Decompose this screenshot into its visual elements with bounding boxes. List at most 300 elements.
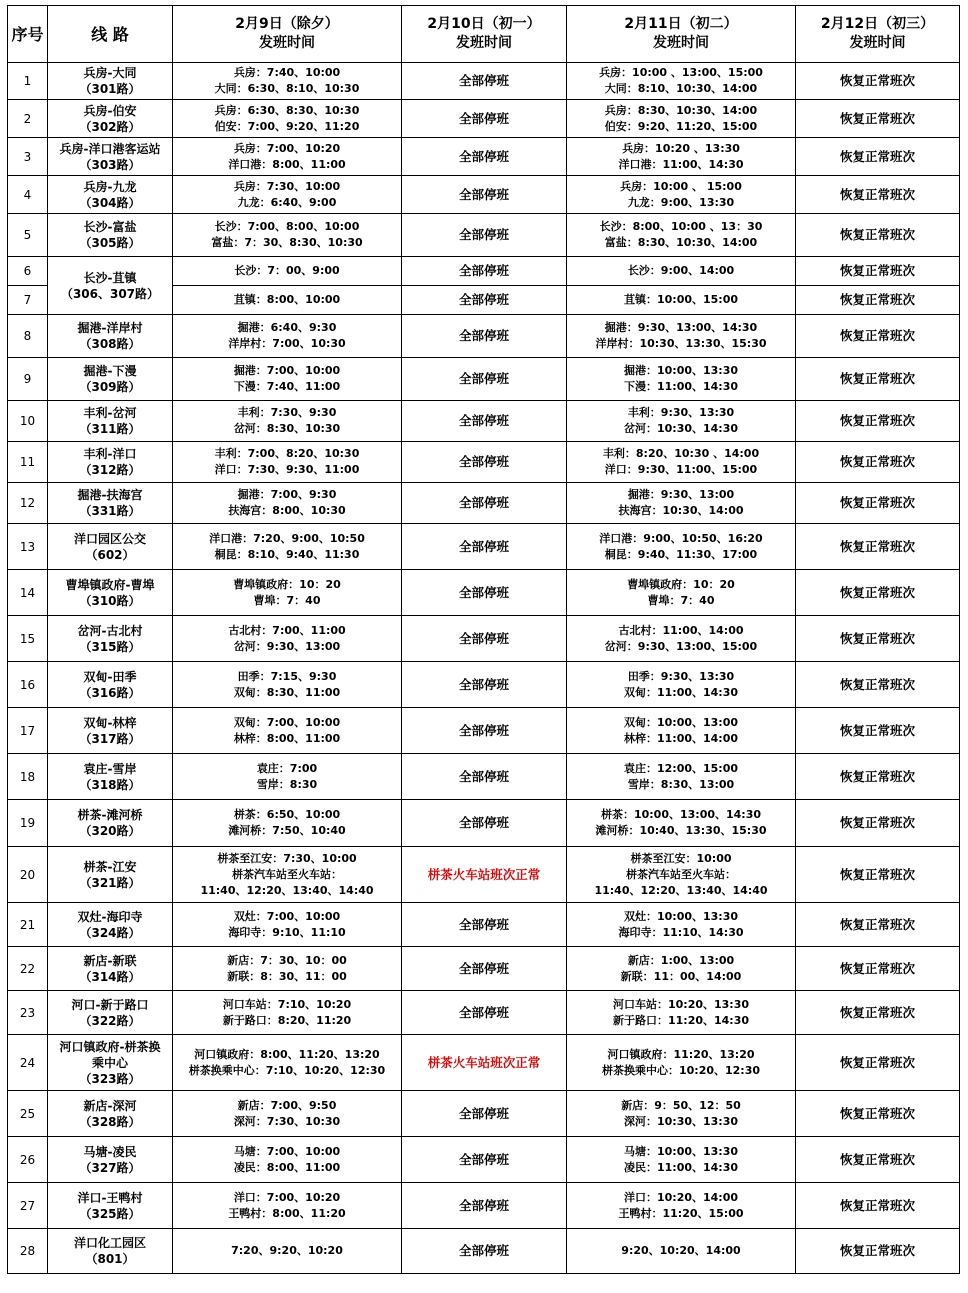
service-suspended: 全部停班 <box>402 947 567 991</box>
route-line: 兵房-洋口港客运站 <box>59 141 161 156</box>
route-line: （302路） <box>79 119 141 134</box>
route-line: 洋口化工园区 <box>73 1236 146 1250</box>
departure-line: 双灶：10:00、13:30 <box>623 909 739 923</box>
table-row <box>8 903 960 947</box>
row-number: 23 <box>8 991 48 1035</box>
header-row <box>8 6 960 63</box>
departure-line: 凌民：8:00、11:00 <box>233 1160 341 1174</box>
departure-line: 双甸：10:00、13:00 <box>623 715 739 729</box>
service-resumed: 恢复正常班次 <box>796 662 960 708</box>
departure-line: 掘港：6:40、9:30 <box>237 321 337 334</box>
header-day4 <box>796 6 960 63</box>
row-number: 26 <box>8 1137 48 1183</box>
table-row <box>8 315 960 358</box>
table-row <box>8 401 960 442</box>
departure-line: 新店：7：30、10：00 <box>227 953 347 967</box>
row-number: 7 <box>8 286 48 315</box>
service-resumed: 恢复正常班次 <box>796 847 960 903</box>
row-number: 27 <box>8 1183 48 1229</box>
departures-day3 <box>567 176 796 214</box>
route-line: （305路） <box>79 236 141 250</box>
departures-day3 <box>567 524 796 570</box>
departure-line: 9:20、10:20、14:00 <box>621 1244 741 1257</box>
departure-line: 袁庄：7:00 <box>256 761 318 775</box>
service-suspended: 全部停班 <box>402 708 567 754</box>
row-number: 12 <box>8 483 48 524</box>
service-resumed: 恢复正常班次 <box>796 257 960 286</box>
departures-day1 <box>173 662 402 708</box>
route-line: 长沙-富盐 <box>83 220 137 234</box>
service-resumed: 恢复正常班次 <box>796 63 960 100</box>
route-line: 长沙-苴镇 <box>83 270 137 285</box>
row-number: 21 <box>8 903 48 947</box>
route-name <box>48 214 173 257</box>
departures-day1 <box>173 138 402 176</box>
route-line: 双甸-田季 <box>83 669 137 684</box>
row-number: 4 <box>8 176 48 214</box>
departure-line: 洋口：10:20、14:00 <box>623 1190 739 1204</box>
route-name <box>48 847 173 903</box>
route-name <box>48 754 173 800</box>
service-suspended: 全部停班 <box>402 662 567 708</box>
route-line: （301路） <box>79 82 141 96</box>
departure-line: 双灶：7:00、10:00 <box>233 909 341 923</box>
route-line: 掘港-下漫 <box>83 364 137 378</box>
service-suspended: 全部停班 <box>402 1137 567 1183</box>
service-resumed: 恢复正常班次 <box>796 138 960 176</box>
departure-line: 丰利：9:30、13:30 <box>627 406 735 419</box>
service-resumed: 恢复正常班次 <box>796 800 960 847</box>
departure-line: 长沙：7:00、8:00、10:00 <box>214 220 360 233</box>
route-line: （312路） <box>79 463 141 477</box>
route-name <box>48 483 173 524</box>
departure-line: 雪岸：8:30 <box>256 777 318 791</box>
table-row <box>8 708 960 754</box>
service-resumed: 恢复正常班次 <box>796 616 960 662</box>
service-suspended: 全部停班 <box>402 63 567 100</box>
route-line: 岔河-古北村 <box>77 623 143 638</box>
service-suspended: 全部停班 <box>402 524 567 570</box>
departures-day1 <box>173 800 402 847</box>
departure-line: 栟茶汽车站至火车站： <box>626 867 736 881</box>
service-suspended: 全部停班 <box>402 483 567 524</box>
header-route: 线 路 <box>48 6 173 63</box>
route-line: （602） <box>85 547 135 562</box>
row-number: 28 <box>8 1229 48 1274</box>
table-row <box>8 800 960 847</box>
departure-line: 王鸭村：11:20、15:00 <box>618 1206 744 1220</box>
service-resumed: 恢复正常班次 <box>796 358 960 401</box>
header-day1-date: 2月9日（除夕） <box>235 16 339 32</box>
header-day4-date: 2月12日（初三） <box>820 16 935 32</box>
departures-day3 <box>567 947 796 991</box>
service-suspended: 全部停班 <box>402 257 567 286</box>
route-line: （325路） <box>79 1206 141 1221</box>
departures-day1 <box>173 214 402 257</box>
departure-line: 苴镇：10:00、15:00 <box>623 293 739 306</box>
route-line: 洋口园区公交 <box>73 531 146 546</box>
table-row <box>8 1035 960 1091</box>
departure-line: 林梓：8:00、11:00 <box>233 731 341 745</box>
route-line: 丰利-岔河 <box>83 406 137 420</box>
row-number: 9 <box>8 358 48 401</box>
service-resumed: 恢复正常班次 <box>796 214 960 257</box>
departure-line: 桐昆：9:40、11:30、17:00 <box>604 547 758 561</box>
schedule-table <box>7 5 960 1274</box>
departure-line: 长沙：8:00、10:00 、13：30 <box>599 220 763 233</box>
route-name <box>48 63 173 100</box>
header-day4-sub: 发班时间 <box>849 35 906 51</box>
departure-line: 掘港：10:00、13:30 <box>623 364 739 377</box>
route-name <box>48 138 173 176</box>
departure-line: 新联：11：00、14:00 <box>620 969 742 983</box>
route-line: （321路） <box>79 875 141 890</box>
departure-line: 兵房：7:30、10:00 <box>233 179 341 193</box>
service-resumed: 恢复正常班次 <box>796 483 960 524</box>
route-line: （328路） <box>79 1114 141 1129</box>
header-day1-sub: 发班时间 <box>259 35 315 51</box>
departures-day1 <box>173 286 402 315</box>
departure-line: 新店：7:00、9:50 <box>237 1098 337 1112</box>
header-day3-sub: 发班时间 <box>653 35 709 51</box>
route-name <box>48 570 173 616</box>
route-line: 马塘-凌民 <box>83 1144 137 1159</box>
service-normal-note: 栟茶火车站班次正常 <box>402 1035 567 1091</box>
route-line: 乘中心 <box>91 1055 128 1070</box>
departures-day3 <box>567 358 796 401</box>
departures-day1 <box>173 1091 402 1137</box>
service-suspended: 全部停班 <box>402 214 567 257</box>
departure-line: 九龙：9:00、13:30 <box>627 195 735 209</box>
row-number: 1 <box>8 63 48 100</box>
departures-day1 <box>173 708 402 754</box>
service-suspended: 全部停班 <box>402 358 567 401</box>
departure-line: 新店：1:00、13:00 <box>627 953 735 967</box>
departure-line: 掘港：7:00、9:30 <box>237 488 337 501</box>
departures-day1 <box>173 616 402 662</box>
row-number: 17 <box>8 708 48 754</box>
departure-line: 栟茶至江安：10:00 <box>630 851 732 865</box>
service-suspended: 全部停班 <box>402 754 567 800</box>
departure-line: 曹埠镇政府：10：20 <box>233 577 341 591</box>
departure-line: 丰利：7:00、8:20、10:30 <box>214 447 360 460</box>
header-day3-date: 2月11日（初二） <box>624 16 738 32</box>
departures-day1 <box>173 358 402 401</box>
route-line: （327路） <box>79 1160 141 1175</box>
service-resumed: 恢复正常班次 <box>796 1137 960 1183</box>
departures-day1 <box>173 570 402 616</box>
departures-day1 <box>173 754 402 800</box>
service-resumed: 恢复正常班次 <box>796 176 960 214</box>
departure-line: 海印寺：9:10、11:10 <box>228 925 346 939</box>
header-seq: 序号 <box>8 6 48 63</box>
row-number: 15 <box>8 616 48 662</box>
table-row <box>8 947 960 991</box>
departure-line: 新于路口：8:20、11:20 <box>222 1013 352 1027</box>
route-line: （306、307路） <box>60 286 160 301</box>
table-row <box>8 138 960 176</box>
departure-line: 桐昆：8:10、9:40、11:30 <box>214 547 360 561</box>
service-suspended: 全部停班 <box>402 286 567 315</box>
departure-line: 马塘：10:00、13:30 <box>623 1144 739 1158</box>
departure-line: 大同：8:10、10:30、14:00 <box>604 82 758 95</box>
departure-line: 兵房：10:20 、13:30 <box>622 141 740 155</box>
route-name <box>48 315 173 358</box>
service-suspended: 全部停班 <box>402 903 567 947</box>
header-day2-sub: 发班时间 <box>456 35 512 51</box>
table-row <box>8 662 960 708</box>
departures-day3 <box>567 1035 796 1091</box>
departure-line: 兵房：6:30、8:30、10:30 <box>214 103 360 117</box>
departure-line: 田季：9:30、13:30 <box>627 669 735 683</box>
route-line: （801） <box>85 1252 135 1266</box>
departure-line: 田季：7:15、9:30 <box>237 669 337 683</box>
departure-line: 滩河桥：7:50、10:40 <box>228 824 346 837</box>
service-resumed: 恢复正常班次 <box>796 991 960 1035</box>
route-name <box>48 662 173 708</box>
service-normal-note: 栟茶火车站班次正常 <box>402 847 567 903</box>
service-suspended: 全部停班 <box>402 176 567 214</box>
departures-day3 <box>567 483 796 524</box>
route-name <box>48 1091 173 1137</box>
departure-line: 新店：9：50、12：50 <box>621 1098 741 1112</box>
route-name <box>48 800 173 847</box>
route-name <box>48 708 173 754</box>
table-row <box>8 616 960 662</box>
departure-line: 掘港：7:00、10:00 <box>233 364 341 377</box>
departure-line: 河口镇政府：8:00、11:20、13:20 <box>194 1047 380 1061</box>
departure-line: 滩河桥：10:40、13:30、15:30 <box>595 824 767 837</box>
departure-line: 王鸭村：8:00、11:20 <box>228 1206 346 1220</box>
departure-line: 扶海宫：10:30、14:00 <box>618 504 744 517</box>
service-resumed: 恢复正常班次 <box>796 947 960 991</box>
route-line: 河口-新于路口 <box>71 997 149 1012</box>
departures-day3 <box>567 1229 796 1274</box>
row-number: 16 <box>8 662 48 708</box>
departures-day1 <box>173 100 402 138</box>
service-resumed: 恢复正常班次 <box>796 442 960 483</box>
departures-day3 <box>567 442 796 483</box>
departure-line: 洋口：9:30、11:00、15:00 <box>604 463 758 476</box>
departures-day3 <box>567 991 796 1035</box>
departure-line: 九龙：6:40、9:00 <box>237 195 337 209</box>
departures-day3 <box>567 401 796 442</box>
departure-line: 洋口港：7:20、9:00、10:50 <box>209 531 365 545</box>
service-suspended: 全部停班 <box>402 616 567 662</box>
departure-line: 河口车站：7:10、10:20 <box>222 997 352 1011</box>
route-line: （311路） <box>79 422 141 436</box>
header-day3 <box>567 6 796 63</box>
row-number: 13 <box>8 524 48 570</box>
departures-day3 <box>567 286 796 315</box>
service-resumed: 恢复正常班次 <box>796 1183 960 1229</box>
route-line: （314路） <box>79 969 141 984</box>
row-number: 14 <box>8 570 48 616</box>
departure-line: 岔河：10:30、14:30 <box>623 422 739 435</box>
table-row <box>8 1229 960 1274</box>
departure-line: 曹埠：7：40 <box>647 593 715 607</box>
table-row <box>8 754 960 800</box>
service-suspended: 全部停班 <box>402 315 567 358</box>
route-name <box>48 991 173 1035</box>
table-row <box>8 524 960 570</box>
route-name <box>48 257 173 315</box>
departure-line: 洋口港：8:00、11:00 <box>228 157 346 171</box>
departure-line: 林梓：11:00、14:00 <box>623 731 739 745</box>
table-row <box>8 176 960 214</box>
departures-day1 <box>173 1183 402 1229</box>
row-number: 19 <box>8 800 48 847</box>
departures-day3 <box>567 100 796 138</box>
route-line: 双甸-林梓 <box>83 715 137 730</box>
departures-day1 <box>173 1035 402 1091</box>
service-resumed: 恢复正常班次 <box>796 570 960 616</box>
departure-line: 新联：8：30、11：00 <box>227 969 347 983</box>
route-line: 兵房-大同 <box>83 66 137 80</box>
row-number: 18 <box>8 754 48 800</box>
departure-line: 栟茶换乘中心：10:20、12:30 <box>601 1063 761 1077</box>
route-line: （303路） <box>79 157 141 172</box>
route-name <box>48 100 173 138</box>
route-name <box>48 1229 173 1274</box>
departures-day3 <box>567 708 796 754</box>
departure-line: 洋口港：9:00、10:50、16:20 <box>599 531 763 545</box>
departures-day3 <box>567 214 796 257</box>
departure-line: 马塘：7:00、10:00 <box>233 1144 341 1158</box>
departures-day3 <box>567 662 796 708</box>
service-resumed: 恢复正常班次 <box>796 286 960 315</box>
departure-line: 洋口：7:30、9:30、11:00 <box>214 463 360 476</box>
row-number: 8 <box>8 315 48 358</box>
table-row <box>8 358 960 401</box>
departure-line: 大同：6:30、8:10、10:30 <box>214 82 360 95</box>
table-row <box>8 1091 960 1137</box>
departures-day3 <box>567 1091 796 1137</box>
row-number: 6 <box>8 257 48 286</box>
route-name <box>48 524 173 570</box>
header-day2-date: 2月10日（初一） <box>427 16 541 32</box>
route-line: 掘港-洋岸村 <box>77 321 143 335</box>
service-resumed: 恢复正常班次 <box>796 754 960 800</box>
service-suspended: 全部停班 <box>402 991 567 1035</box>
route-line: （304路） <box>79 195 141 210</box>
departures-day3 <box>567 138 796 176</box>
service-suspended: 全部停班 <box>402 1091 567 1137</box>
service-resumed: 恢复正常班次 <box>796 903 960 947</box>
departure-line: 洋口：7:00、10:20 <box>233 1190 341 1204</box>
departure-line: 兵房：7:00、10:20 <box>233 141 341 155</box>
departure-line: 丰利：8:20、10:30 、14:00 <box>602 447 760 460</box>
departures-day1 <box>173 315 402 358</box>
departures-day3 <box>567 800 796 847</box>
route-line: （308路） <box>79 337 141 351</box>
departures-day1 <box>173 257 402 286</box>
schedule-body <box>8 63 960 1274</box>
departures-day3 <box>567 570 796 616</box>
route-name <box>48 903 173 947</box>
service-suspended: 全部停班 <box>402 442 567 483</box>
route-line: （322路） <box>79 1013 141 1028</box>
departure-line: 下漫：11:00、14:30 <box>623 380 739 393</box>
service-suspended: 全部停班 <box>402 570 567 616</box>
departures-day1 <box>173 903 402 947</box>
service-resumed: 恢复正常班次 <box>796 401 960 442</box>
departure-line: 下漫：7:40、11:00 <box>233 380 341 393</box>
route-line: 双灶-海印寺 <box>77 909 143 924</box>
route-name <box>48 616 173 662</box>
service-suspended: 全部停班 <box>402 401 567 442</box>
departure-line: 长沙：9:00、14:00 <box>627 264 735 277</box>
service-resumed: 恢复正常班次 <box>796 100 960 138</box>
departure-line: 兵房：10:00 、13:00、15:00 <box>599 66 763 79</box>
departures-day1 <box>173 1137 402 1183</box>
route-line: 河口镇政府-栟茶换 <box>59 1039 161 1054</box>
table-row <box>8 442 960 483</box>
departure-line: 栟茶至江安：7:30、10:00 <box>217 851 357 865</box>
route-name <box>48 1183 173 1229</box>
row-number: 5 <box>8 214 48 257</box>
departures-day3 <box>567 754 796 800</box>
departure-line: 扶海宫：8:00、10:30 <box>228 504 346 517</box>
table-row <box>8 483 960 524</box>
route-line: 掘港-扶海宫 <box>77 488 143 502</box>
service-resumed: 恢复正常班次 <box>796 315 960 358</box>
service-suspended: 全部停班 <box>402 1183 567 1229</box>
table-row <box>8 1183 960 1229</box>
route-name <box>48 358 173 401</box>
route-name <box>48 176 173 214</box>
route-line: 曹埠镇政府-曹埠 <box>65 577 155 592</box>
departure-line: 新于路口：11:20、14:30 <box>612 1013 750 1027</box>
departure-line: 7:20、9:20、10:20 <box>231 1244 343 1257</box>
departure-line: 11:40、12:20、13:40、14:40 <box>594 883 768 897</box>
departure-line: 河口镇政府：11:20、13:20 <box>607 1047 755 1061</box>
departure-line: 苴镇：8:00、10:00 <box>233 293 341 306</box>
route-line: （317路） <box>79 731 141 746</box>
departure-line: 河口车站：10:20、13:30 <box>612 997 750 1011</box>
departure-line: 丰利：7:30、9:30 <box>237 406 337 419</box>
departure-line: 古北村：11:00、14:00 <box>618 623 744 637</box>
departure-line: 栟茶：10:00、13:00、14:30 <box>600 808 762 821</box>
route-line: （310路） <box>79 593 141 608</box>
departures-day1 <box>173 483 402 524</box>
route-line: 兵房-伯安 <box>83 103 137 118</box>
departure-line: 岔河：9:30、13:00 <box>233 639 341 653</box>
route-name <box>48 401 173 442</box>
service-suspended: 全部停班 <box>402 800 567 847</box>
departure-line: 深河：7:30、10:30 <box>233 1114 341 1128</box>
departure-line: 古北村：7:00、11:00 <box>228 623 346 637</box>
header-day2 <box>402 6 567 63</box>
departures-day1 <box>173 401 402 442</box>
route-line: 洋口-王鸭村 <box>77 1190 143 1205</box>
service-resumed: 恢复正常班次 <box>796 708 960 754</box>
departures-day3 <box>567 63 796 100</box>
departure-line: 栟茶汽车站至火车站： <box>232 867 342 881</box>
departure-line: 兵房：8:30、10:30、14:00 <box>604 103 758 117</box>
service-resumed: 恢复正常班次 <box>796 524 960 570</box>
departures-day1 <box>173 847 402 903</box>
departures-day1 <box>173 63 402 100</box>
route-line: 栟茶-滩河桥 <box>77 808 143 822</box>
route-name <box>48 1035 173 1091</box>
departure-line: 兵房：7:40、10:00 <box>233 66 341 79</box>
departure-line: 兵房：10:00 、 15:00 <box>620 179 742 193</box>
departure-line: 双甸：11:00、14:30 <box>623 685 739 699</box>
service-suspended: 全部停班 <box>402 138 567 176</box>
route-line: 袁庄-雪岸 <box>83 761 137 776</box>
departure-line: 深河：10:30、13:30 <box>623 1114 739 1128</box>
